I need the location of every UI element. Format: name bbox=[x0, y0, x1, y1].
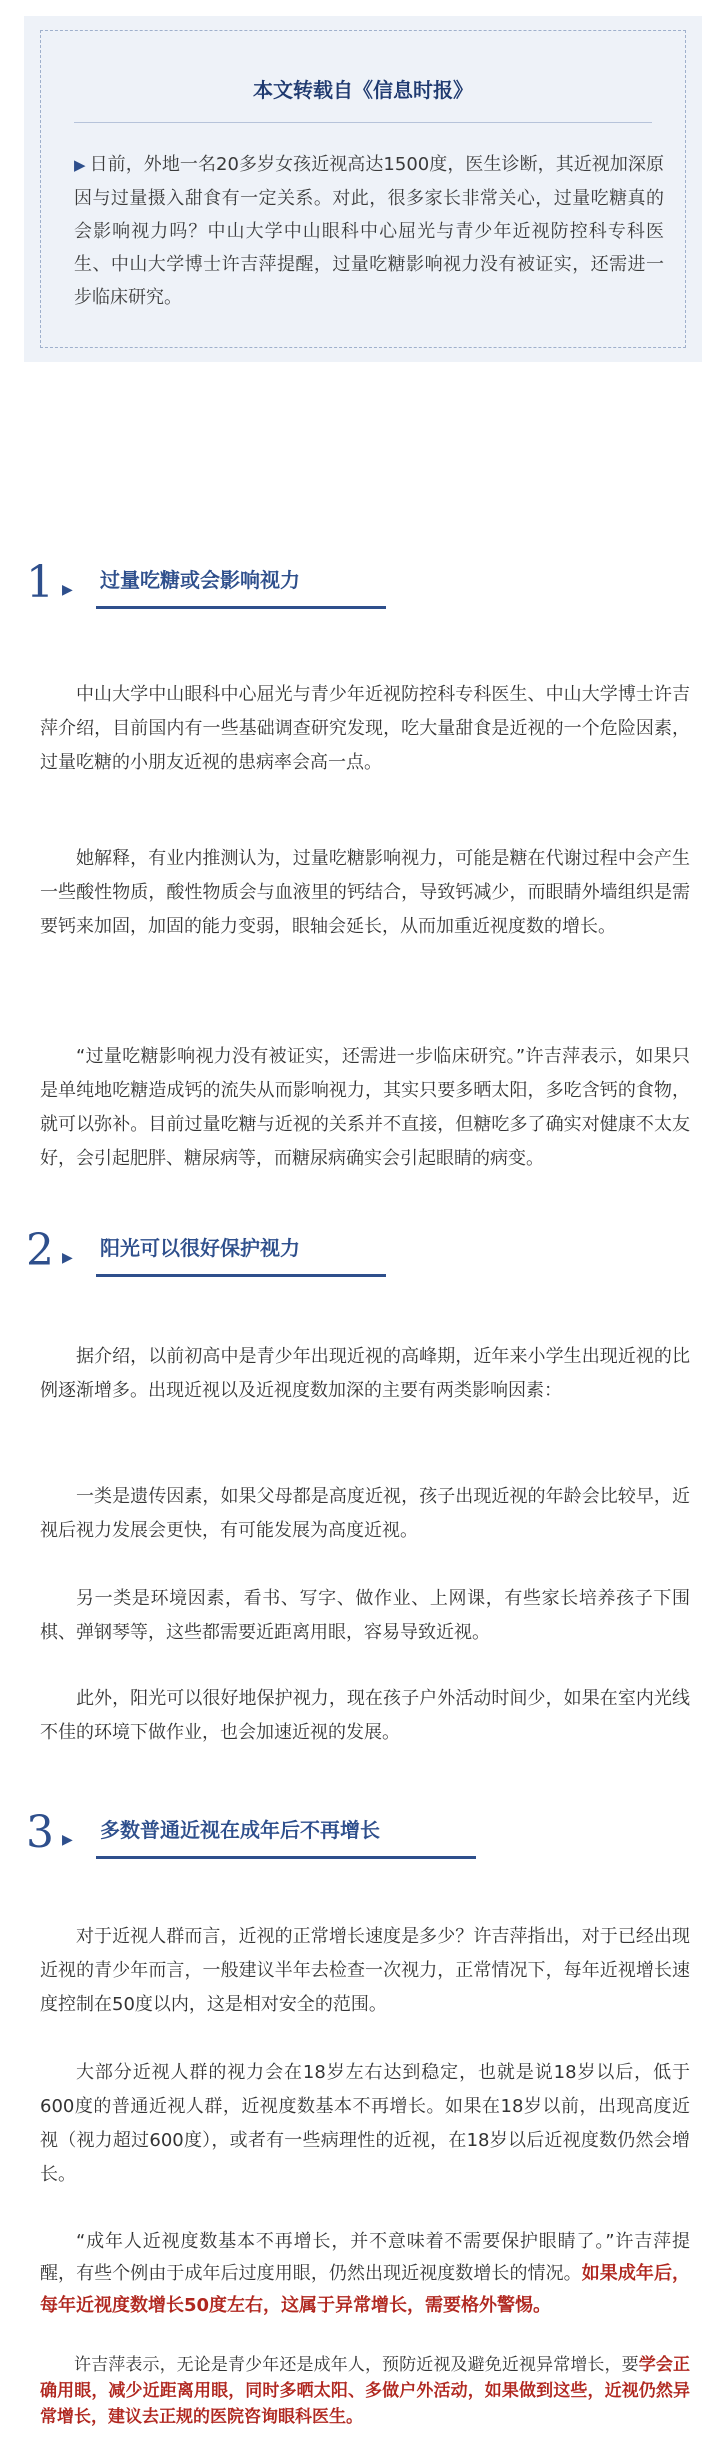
paragraph-text: 许吉萍表示，无论是青少年还是成年人，预防近视及避免近视异常增长，要 bbox=[74, 2355, 639, 2375]
section-1-number: 1 bbox=[26, 557, 54, 608]
highlight-text: 学会正确用眼，减少近距离用眼，同时多晒太阳、多做户外活动，如果做到这些，近视仍然异常增长，建议去正规的医院咨询眼科医生。 bbox=[40, 2355, 691, 2427]
section-1-paragraph-1: 中山大学中山眼科中心屈光与青少年近视防控科专科医生、中山大学博士许吉萍介绍，目前国内有一些基础调查研究发现，吃大量甜食是近视的一个危险因素，过量吃糖的小朋友近视的患病率会高一点。 bbox=[40, 684, 690, 773]
section-2-underline bbox=[96, 1274, 386, 1277]
section-3-paragraph-3 bbox=[40, 2226, 690, 2322]
section-1-header bbox=[26, 558, 446, 614]
intro-body: 日前，外地一名20多岁女孩近视高达1500度，医生诊断，其近视加深原因与过量摄入甜食有一定关系。对此，很多家长非常关心，过量吃糖真的会影响视力吗？中山大学中山眼科中心屈光与青少年近视防控科专科医生、中山大学博士许吉萍提醒，过量吃糖影响视力没有被证实，还需进一步临床研究。 bbox=[74, 154, 664, 308]
triangle-right-icon: ▶ bbox=[62, 1250, 73, 1266]
intro-box bbox=[24, 16, 702, 362]
intro-text bbox=[74, 148, 664, 314]
section-3-number: 3 bbox=[26, 1807, 54, 1858]
section-2-paragraph-3: 另一类是环境因素，看书、写字、做作业、上网课，有些家长培养孩子下围棋、弹钢琴等，这些都需要近距离用眼，容易导致近视。 bbox=[40, 1588, 690, 1643]
section-2-paragraph-2: 一类是遗传因素，如果父母都是高度近视，孩子出现近视的年龄会比较早，近视后视力发展会更快，有可能发展为高度近视。 bbox=[40, 1486, 690, 1541]
triangle-right-icon: ▶ bbox=[62, 1832, 73, 1848]
section-3-paragraph-1: 对于近视人群而言，近视的正常增长速度是多少？许吉萍指出，对于已经出现近视的青少年而言，一般建议半年去检查一次视力，正常情况下，每年近视增长速度控制在50度以内，这是相对安全的范围。 bbox=[40, 1926, 690, 2015]
section-1-paragraph-3: “过量吃糖影响视力没有被证实，还需进一步临床研究。”许吉萍表示，如果只是单纯地吃糖造成钙的流失从而影响视力，其实只要多晒太阳，多吃含钙的食物，就可以弥补。目前过量吃糖与近视的关系并不直接，但糖吃多了确实对健康不太友好，会引起肥胖、糖尿病等，而糖尿病确实会引起眼睛的病变。 bbox=[40, 1046, 690, 1169]
triangle-right-icon: ▶ bbox=[62, 582, 73, 598]
intro-title: 本文转载自《信息时报》 bbox=[253, 78, 473, 102]
section-3-paragraph-4 bbox=[40, 2352, 690, 2430]
section-1-title: 过量吃糖或会影响视力 bbox=[100, 568, 300, 592]
section-2-paragraph-1: 据介绍，以前初高中是青少年出现近视的高峰期，近年来小学生出现近视的比例逐渐增多。出现近视以及近视度数加深的主要有两类影响因素： bbox=[40, 1346, 690, 1401]
section-3-title: 多数普通近视在成年后不再增长 bbox=[100, 1818, 380, 1842]
intro-divider bbox=[74, 122, 652, 123]
highlight-text: 如果成年后，每年近视度数增长50度左右，这属于异常增长，需要格外警惕。 bbox=[40, 2263, 691, 2316]
section-3-paragraph-2: 大部分近视人群的视力会在18岁左右达到稳定，也就是说18岁以后，低于600度的普通近视人群，近视度数基本不再增长。如果在18岁以前，出现高度近视（视力超过600度），或者有一些病理性的近视，在18岁以后近视度数仍然会增长。 bbox=[40, 2062, 690, 2185]
section-1-underline bbox=[96, 606, 386, 609]
section-3-header bbox=[26, 1808, 506, 1864]
section-2-header bbox=[26, 1226, 446, 1282]
section-1-paragraph-2: 她解释，有业内推测认为，过量吃糖影响视力，可能是糖在代谢过程中会产生一些酸性物质，酸性物质会与血液里的钙结合，导致钙减少，而眼睛外墙组织是需要钙来加固，加固的能力变弱，眼轴会延长，从而加重近视度数的增长。 bbox=[40, 848, 690, 937]
section-2-title: 阳光可以很好保护视力 bbox=[100, 1236, 300, 1260]
section-3-underline bbox=[96, 1856, 476, 1859]
section-2-number: 2 bbox=[26, 1225, 54, 1276]
section-2-paragraph-4: 此外，阳光可以很好地保护视力，现在孩子户外活动时间少，如果在室内光线不佳的环境下做作业，也会加速近视的发展。 bbox=[40, 1688, 690, 1743]
triangle-right-icon: ▶ bbox=[74, 156, 86, 174]
paragraph-text: “成年人近视度数基本不再增长，并不意味着不需要保护眼睛了。”许吉萍提醒，有些个例由于成年后过度用眼，仍然出现近视度数增长的情况。 bbox=[40, 2231, 690, 2284]
